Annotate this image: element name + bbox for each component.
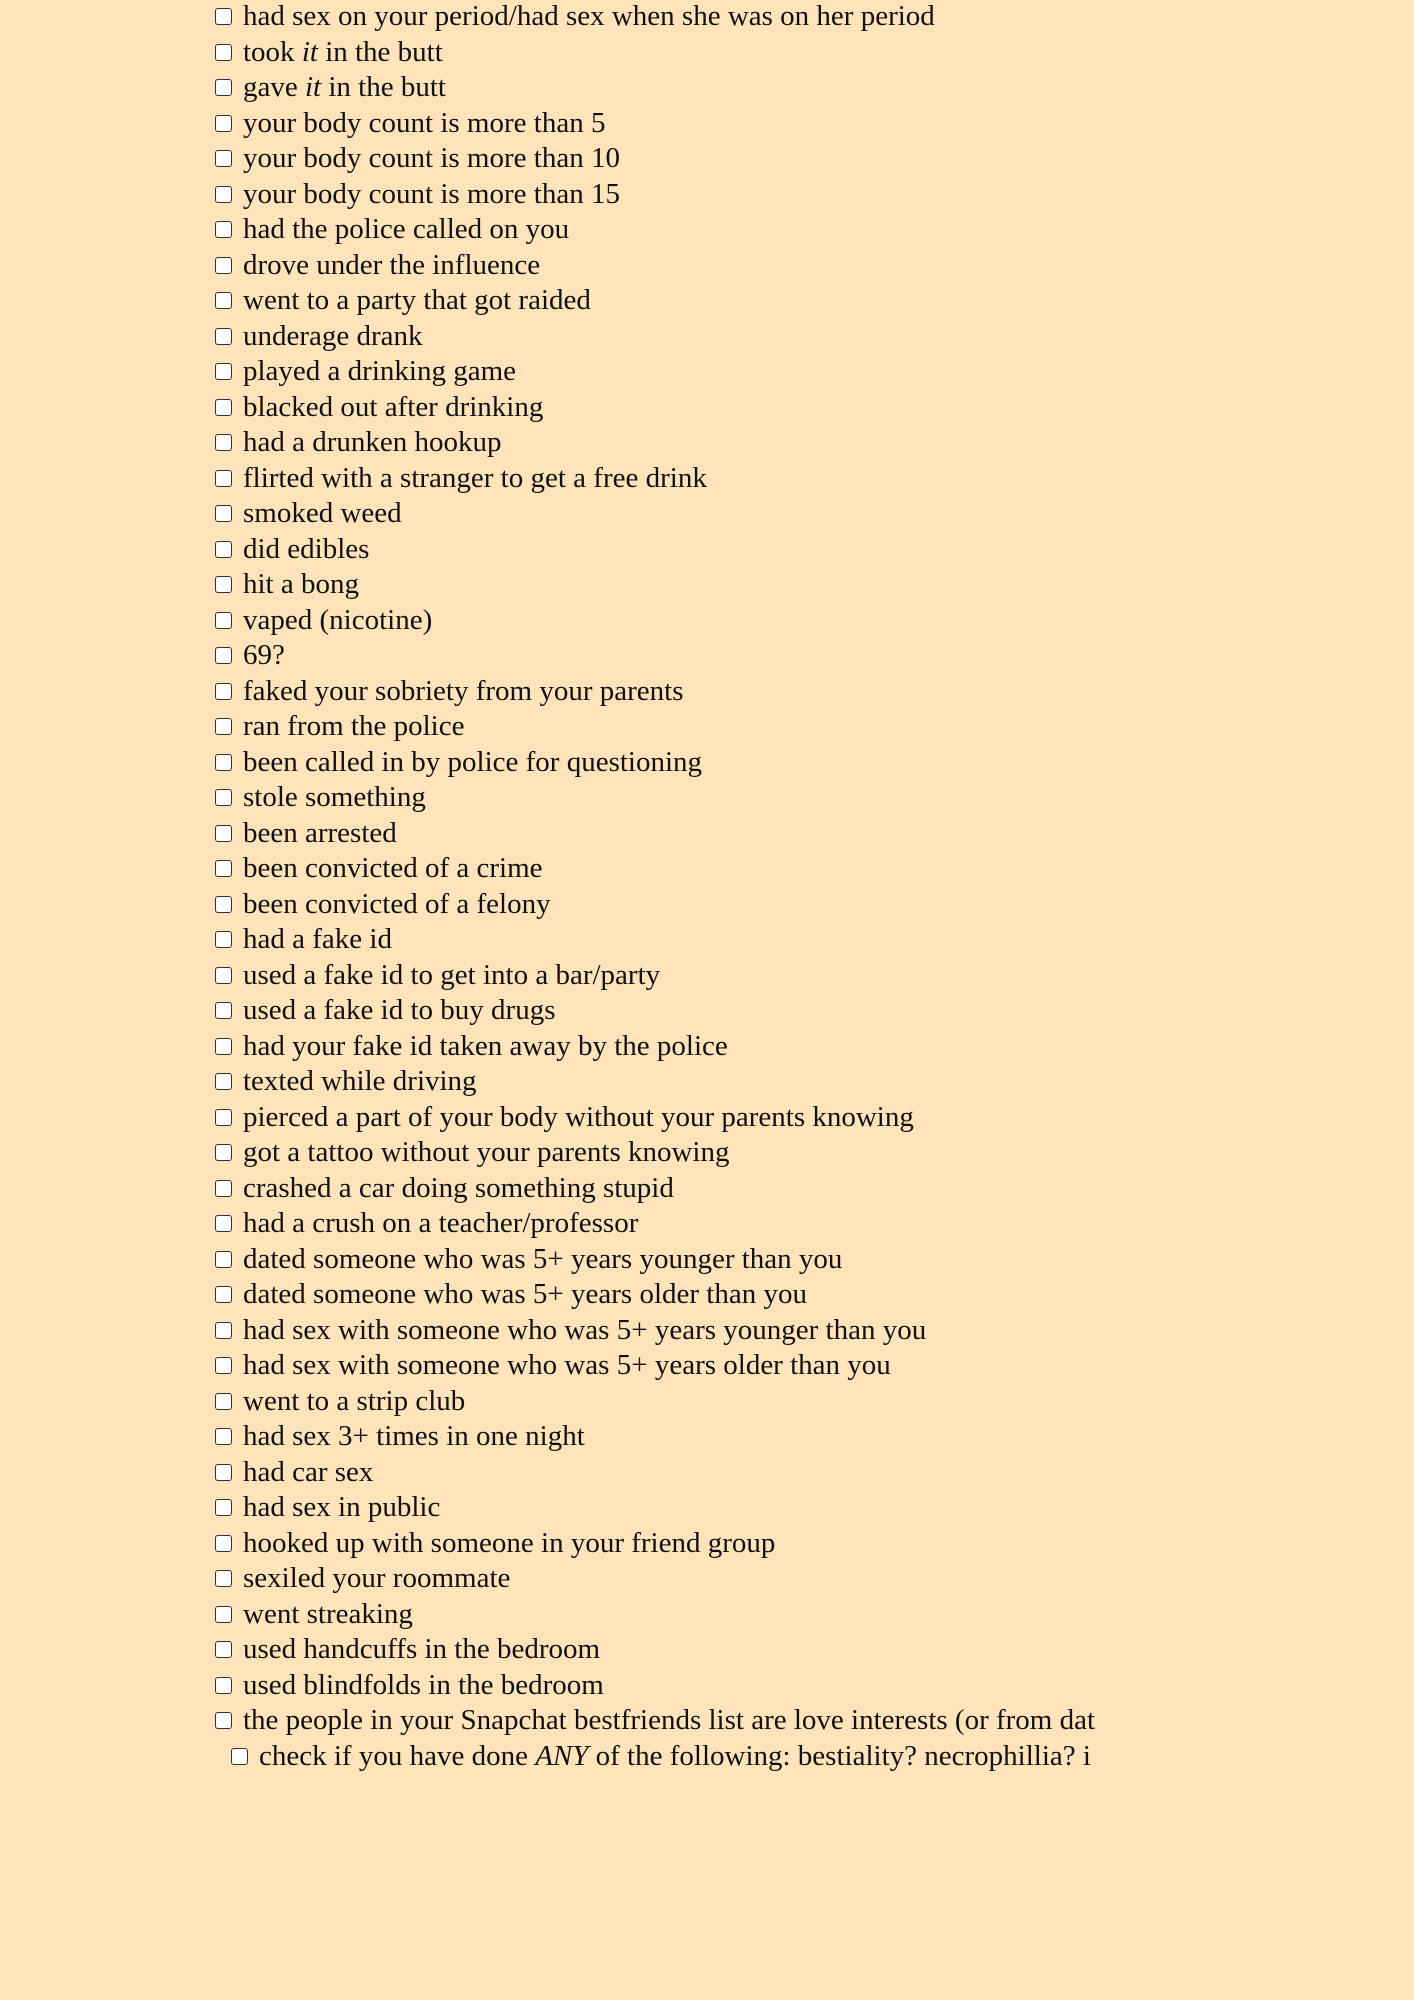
item-checkbox[interactable] <box>215 1712 232 1729</box>
item-checkbox[interactable] <box>215 505 232 522</box>
item-checkbox[interactable] <box>215 79 232 96</box>
item-label <box>243 35 443 71</box>
label-text: had sex with someone who was 5+ years older than you <box>243 1349 891 1381</box>
checklist-item <box>0 212 1150 248</box>
label-text: had a crush on a teacher/professor <box>243 1207 639 1239</box>
label-text: smoked weed <box>243 497 402 529</box>
item-checkbox[interactable] <box>215 541 232 558</box>
item-label <box>243 887 551 923</box>
label-text: faked your sobriety from your parents <box>243 674 684 707</box>
checklist-item <box>0 1206 1150 1242</box>
label-text: the people in your Snapchat bestfriends list are love interests (or from dat <box>243 1704 1096 1736</box>
item-checkbox[interactable] <box>215 1109 232 1126</box>
item-checkbox[interactable] <box>215 683 232 700</box>
checklist-item <box>0 106 1150 142</box>
item-checkbox[interactable] <box>215 1180 232 1197</box>
label-text: played a drinking game <box>243 355 516 387</box>
item-checkbox[interactable] <box>215 434 232 451</box>
item-checkbox[interactable] <box>215 967 232 984</box>
item-checkbox[interactable] <box>215 1251 232 1268</box>
item-checkbox[interactable] <box>215 292 232 309</box>
checklist-item <box>0 319 1150 355</box>
item-label <box>243 248 540 284</box>
item-label <box>243 1597 413 1633</box>
item-label <box>243 1703 1095 1739</box>
item-label <box>243 1632 600 1668</box>
item-label <box>243 1668 604 1704</box>
label-text: your body count is more than 10 <box>243 142 620 174</box>
item-label <box>243 70 446 106</box>
label-text: had car sex <box>243 1455 374 1488</box>
item-label <box>243 283 591 319</box>
item-checkbox[interactable] <box>215 8 232 25</box>
checklist-item <box>0 922 1150 958</box>
item-checkbox[interactable] <box>215 860 232 877</box>
item-checkbox[interactable] <box>215 718 232 735</box>
label-text: dated someone who was 5+ years younger than you <box>243 1242 843 1275</box>
item-label <box>243 1029 728 1065</box>
checklist-item <box>0 0 1150 35</box>
checklist-item <box>0 1668 1150 1704</box>
label-text: drove under the influence <box>243 248 541 281</box>
item-label <box>243 1348 891 1384</box>
checklist-item <box>0 354 1150 390</box>
item-label <box>243 1384 465 1420</box>
label-text: hit a bong <box>243 568 359 600</box>
item-label <box>243 1455 373 1491</box>
emphasis-text: ANY <box>535 1739 589 1772</box>
item-label <box>243 390 543 426</box>
checklist-item <box>0 1419 1150 1455</box>
checklist-item <box>0 1029 1150 1065</box>
item-checkbox[interactable] <box>215 44 232 61</box>
item-checkbox[interactable] <box>215 1499 232 1516</box>
item-label <box>243 177 620 213</box>
item-checkbox[interactable] <box>215 576 232 593</box>
item-label <box>243 319 423 355</box>
item-checkbox[interactable] <box>215 115 232 132</box>
item-label <box>243 1135 730 1171</box>
item-label <box>243 1313 926 1349</box>
label-text: your body count is more than 15 <box>243 177 620 210</box>
checklist-item <box>0 425 1150 461</box>
item-label <box>243 603 432 639</box>
item-checkbox[interactable] <box>215 1002 232 1019</box>
checklist-item <box>0 745 1150 781</box>
checklist-item <box>0 1632 1150 1668</box>
label-text: did edibles <box>243 532 370 565</box>
checklist-item <box>0 1348 1150 1384</box>
checklist-item <box>0 1242 1150 1278</box>
item-label <box>243 922 392 958</box>
checklist-item <box>0 1703 1150 1739</box>
checklist-item <box>0 390 1150 426</box>
label-text: used a fake id to buy drugs <box>243 994 556 1026</box>
item-label <box>243 851 543 887</box>
item-checkbox[interactable] <box>215 363 232 380</box>
item-label <box>243 1419 585 1455</box>
item-checkbox[interactable] <box>215 1286 232 1303</box>
label-text: went to a party that got raided <box>243 284 591 316</box>
item-checkbox[interactable] <box>215 1428 232 1445</box>
item-label <box>243 638 285 674</box>
checklist-item <box>0 567 1150 603</box>
item-label <box>243 1242 842 1278</box>
label-text: blacked out after drinking <box>243 390 544 423</box>
item-checkbox[interactable] <box>215 896 232 913</box>
checklist-item <box>0 1064 1150 1100</box>
label-text: had your fake id taken away by the police <box>243 1029 728 1062</box>
item-label <box>243 958 660 994</box>
label-text: ran from the police <box>243 710 465 742</box>
label-text: crashed a car doing something stupid <box>243 1171 674 1204</box>
item-label <box>243 141 620 177</box>
item-label <box>243 106 605 142</box>
checklist-item <box>0 461 1150 497</box>
item-label <box>243 0 935 35</box>
checklist-item <box>0 496 1150 532</box>
label-text: took <box>243 35 302 68</box>
checklist-item <box>0 887 1150 923</box>
checklist-item <box>0 816 1150 852</box>
item-checkbox[interactable] <box>215 931 232 948</box>
label-text: used blindfolds in the bedroom <box>243 1668 604 1701</box>
item-label <box>243 461 707 497</box>
checklist-item <box>0 70 1150 106</box>
checklist-item <box>0 177 1150 213</box>
label-text: in the butt <box>321 71 446 103</box>
checklist-item <box>0 248 1150 284</box>
item-label <box>243 354 516 390</box>
item-label <box>243 1561 510 1597</box>
checklist-item <box>0 638 1150 674</box>
item-checkbox[interactable] <box>215 470 232 487</box>
item-checkbox[interactable] <box>215 1322 232 1339</box>
label-text: your body count is more than 5 <box>243 106 606 139</box>
checklist-item <box>0 1135 1150 1171</box>
item-label <box>243 1064 477 1100</box>
checklist-item <box>0 141 1150 177</box>
item-checkbox[interactable] <box>215 1606 232 1623</box>
item-checkbox[interactable] <box>215 150 232 167</box>
checklist-item <box>0 709 1150 745</box>
checklist-item <box>0 1490 1150 1526</box>
checklist-item <box>0 1100 1150 1136</box>
label-text: flirted with a stranger to get a free drink <box>243 461 707 494</box>
item-checkbox[interactable] <box>215 1641 232 1658</box>
item-label <box>243 674 684 710</box>
checklist-item <box>0 1739 1150 1775</box>
label-text: vaped (nicotine) <box>243 603 433 636</box>
item-checkbox[interactable] <box>215 612 232 629</box>
label-text: had a fake id <box>243 923 392 955</box>
label-text: sexiled your roommate <box>243 1562 511 1594</box>
label-text: in the butt <box>317 35 443 68</box>
item-checkbox[interactable] <box>215 789 232 806</box>
checklist-item <box>0 1171 1150 1207</box>
item-checkbox[interactable] <box>215 1464 232 1481</box>
item-label <box>243 780 426 816</box>
checklist-item <box>0 603 1150 639</box>
checklist-item <box>0 780 1150 816</box>
item-label <box>243 993 556 1029</box>
item-label <box>243 709 464 745</box>
checklist-item <box>0 851 1150 887</box>
item-checkbox[interactable] <box>215 1677 232 1694</box>
item-checkbox[interactable] <box>215 1535 232 1552</box>
label-text: had a drunken hookup <box>243 426 502 458</box>
label-text: got a tattoo without your parents knowing <box>243 1136 730 1168</box>
label-text: pierced a part of your body without your parents knowing <box>243 1100 914 1133</box>
item-label <box>243 1171 674 1207</box>
item-label <box>243 1526 775 1562</box>
label-text: had sex with someone who was 5+ years younger than you <box>243 1313 927 1346</box>
item-label <box>243 745 702 781</box>
label-text: stole something <box>243 781 426 813</box>
label-text: had sex 3+ times in one night <box>243 1420 585 1452</box>
item-checkbox[interactable] <box>215 1038 232 1055</box>
checklist-item <box>0 1455 1150 1491</box>
item-label <box>259 1739 1091 1775</box>
label-text: went streaking <box>243 1597 413 1630</box>
checklist-item <box>0 1384 1150 1420</box>
label-text: had the police called on you <box>243 213 570 245</box>
item-label <box>243 1100 914 1136</box>
label-text: used handcuffs in the bedroom <box>243 1633 601 1665</box>
checklist-item <box>0 1526 1150 1562</box>
label-text: check if you have done <box>259 1739 536 1772</box>
item-label <box>243 496 402 532</box>
label-text: been arrested <box>243 816 397 849</box>
item-checkbox[interactable] <box>215 328 232 345</box>
item-label <box>243 816 397 852</box>
item-checkbox[interactable] <box>215 399 232 416</box>
label-text: 69? <box>243 639 285 671</box>
label-text: been convicted of a felony <box>243 887 551 920</box>
label-text: had sex on your period/had sex when she was on her period <box>243 0 935 32</box>
item-checkbox[interactable] <box>231 1748 248 1765</box>
checklist-item <box>0 35 1150 71</box>
label-text: gave <box>243 71 305 103</box>
item-checkbox[interactable] <box>215 257 232 274</box>
item-label <box>243 1490 440 1526</box>
item-label <box>243 1206 638 1242</box>
label-text: texted while driving <box>243 1065 477 1097</box>
item-label <box>243 212 569 248</box>
emphasis-text: it <box>305 71 322 103</box>
checklist-item <box>0 283 1150 319</box>
label-text: of the following: bestiality? necrophillia? i <box>588 1739 1091 1772</box>
item-checkbox[interactable] <box>215 1073 232 1090</box>
label-text: been convicted of a crime <box>243 852 543 884</box>
checklist-item <box>0 958 1150 994</box>
item-checkbox[interactable] <box>215 825 232 842</box>
label-text: used a fake id to get into a bar/party <box>243 958 661 991</box>
checklist-item <box>0 1597 1150 1633</box>
label-text: underage drank <box>243 319 423 352</box>
checklist-item <box>0 1561 1150 1597</box>
item-checkbox[interactable] <box>215 647 232 664</box>
item-label <box>243 1277 807 1313</box>
label-text: hooked up with someone in your friend group <box>243 1526 776 1559</box>
item-checkbox[interactable] <box>215 1215 232 1232</box>
item-checkbox[interactable] <box>215 1357 232 1374</box>
label-text: been called in by police for questioning <box>243 745 703 778</box>
item-checkbox[interactable] <box>215 1393 232 1410</box>
checklist-item <box>0 1277 1150 1313</box>
label-text: dated someone who was 5+ years older than you <box>243 1278 807 1310</box>
item-checkbox[interactable] <box>215 754 232 771</box>
item-checkbox[interactable] <box>215 1570 232 1587</box>
emphasis-text: it <box>301 35 318 68</box>
item-label <box>243 567 359 603</box>
checklist-item <box>0 532 1150 568</box>
label-text: went to a strip club <box>243 1384 466 1417</box>
item-checkbox[interactable] <box>215 186 232 203</box>
checklist-item <box>0 993 1150 1029</box>
item-checkbox[interactable] <box>215 1144 232 1161</box>
checklist-item <box>0 1313 1150 1349</box>
item-checkbox[interactable] <box>215 221 232 238</box>
item-label <box>243 532 369 568</box>
label-text: had sex in public <box>243 1491 441 1523</box>
item-label <box>243 425 502 461</box>
checklist-item <box>0 674 1150 710</box>
